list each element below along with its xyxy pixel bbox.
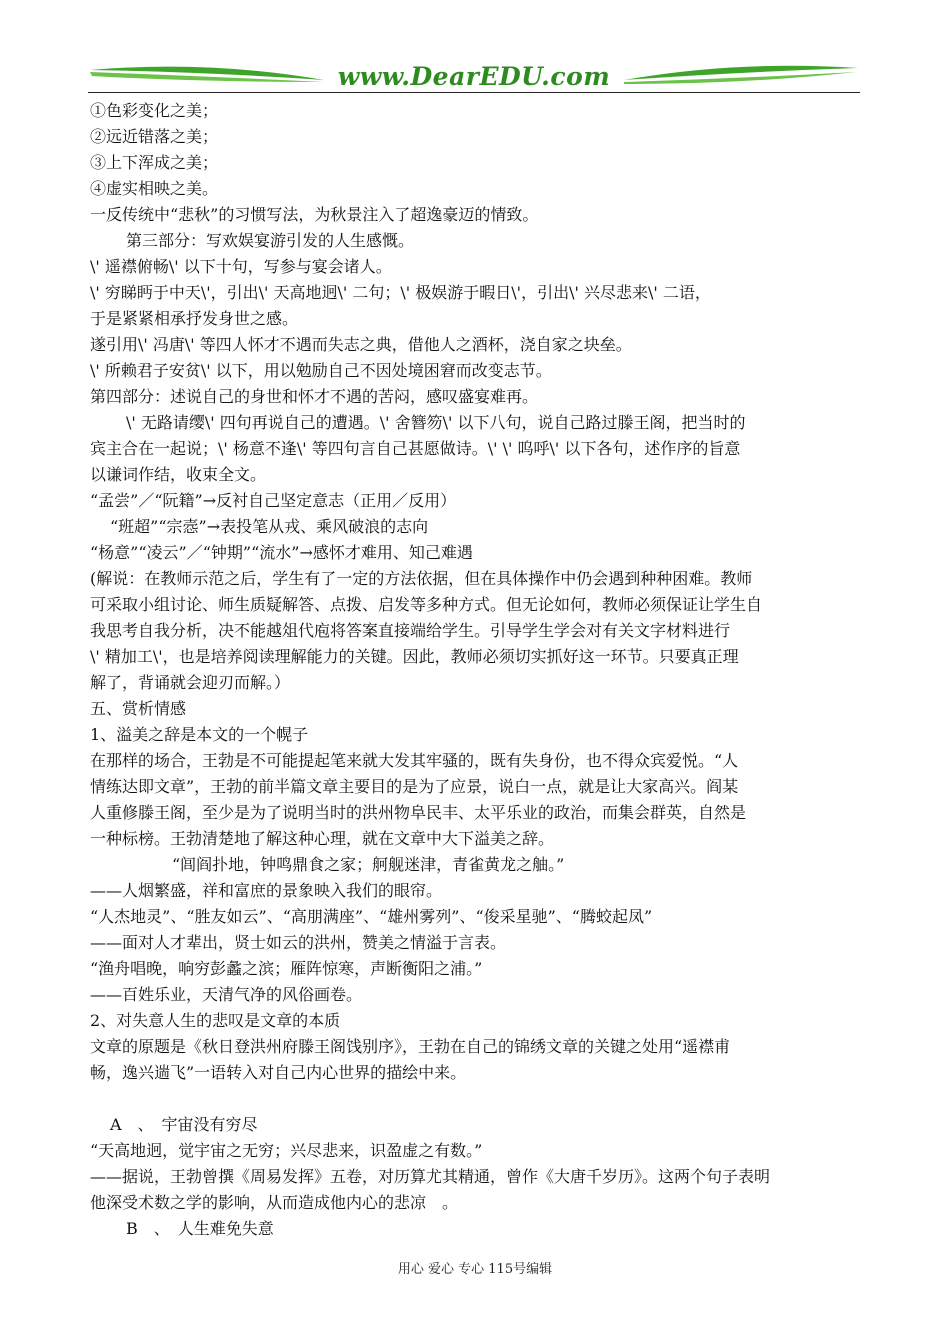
text-line: 一种标榜。王勃清楚地了解这种心理，就在文章中大下溢美之辞。 xyxy=(90,829,555,848)
document-body xyxy=(90,98,860,1242)
header-rule xyxy=(88,92,860,93)
text-line: ①色彩变化之美； xyxy=(90,101,219,120)
text-line: 于是紧紧相承抒发身世之感。 xyxy=(90,309,299,328)
text-line: ②远近错落之美； xyxy=(90,127,219,146)
text-line: 可采取小组讨论、师生质疑解答、点拨、启发等多种方式。但无论如何，教师必须保证让学生自 xyxy=(90,595,763,614)
text-line: 人重修滕王阁，至少是为了说明当时的洪州物阜民丰、太平乐业的政治，而集会群英，自然是 xyxy=(90,803,747,822)
text-line: “孟尝”／“阮籍”→反衬自己坚定意志（正用／反用） xyxy=(90,491,457,510)
section-heading: 第四部分：述说自己的身世和怀才不遇的苦闷，感叹盛宴难再。 xyxy=(90,387,539,406)
subsection-heading: 1、溢美之辞是本文的一个幌子 xyxy=(90,725,309,744)
text-line: 在那样的场合，王勃是不可能提起笔来就大发其牢骚的，既有失身份，也不得众宾爱悦。“人 xyxy=(90,751,739,770)
text-line: \' 精加工\'，也是培养阅读理解能力的关键。因此，教师必须切实抓好这一环节。只要真正理 xyxy=(90,647,739,666)
text-line: ——人烟繁盛，祥和富庶的景象映入我们的眼帘。 xyxy=(90,881,443,900)
text-line: 畅，逸兴遄飞”一语转入对自己内心世界的描绘中来。 xyxy=(90,1063,467,1082)
subsection-heading: A 、 宇宙没有穷尽 xyxy=(110,1115,258,1134)
text-line: “杨意”“凌云”／“钟期”“流水”→感怀才难用、知己难遇 xyxy=(90,543,473,562)
subsection-heading: 2、对失意人生的悲叹是文章的本质 xyxy=(90,1011,341,1030)
text-line: 一反传统中“悲秋”的习惯写法，为秋景注入了超逸豪迈的情致。 xyxy=(90,205,539,224)
text-line: 以谦词作结，收束全文。 xyxy=(90,465,267,484)
section-heading: 五、赏析情感 xyxy=(90,699,187,718)
text-line: 遂引用\' 冯唐\' 等四人怀才不遇而失志之典，借他人之酒杯，浇自家之块垒。 xyxy=(90,335,632,354)
text-line: ④虚实相映之美。 xyxy=(90,179,219,198)
text-line: ③上下浑成之美； xyxy=(90,153,219,172)
text-line: ——百姓乐业，天清气净的风俗画卷。 xyxy=(90,985,363,1004)
quote-line: “人杰地灵”、“胜友如云”、“高朋满座”、“雄州雾列”、“俊采星驰”、“腾蛟起凤” xyxy=(90,907,653,926)
page-footer: 用心 爱心 专心 115号编辑 xyxy=(397,1262,553,1277)
header-banner xyxy=(88,58,860,94)
quote-line: “渔舟唱晚，响穷彭蠡之滨；雁阵惊寒，声断衡阳之浦。” xyxy=(90,959,483,978)
text-line: \' 穷睇眄于中天\'，引出\' 天高地迥\' 二句；\' 极娱游于暇日\'，引出\' 兴尽悲来\' 二语， xyxy=(90,283,711,302)
section-heading: 第三部分：写欢娱宴游引发的人生感慨。 xyxy=(126,231,415,250)
subsection-heading: B 、 人生难免失意 xyxy=(126,1219,274,1238)
text-line: \' 所赖君子安贫\' 以下，用以勉励自己不因处境困窘而改变志节。 xyxy=(90,361,552,380)
text-line: 我思考自我分析，决不能越俎代庖将答案直接端给学生。引导学生学会对有关文字材料进行 xyxy=(90,621,731,640)
text-line: “班超”“宗悫”→表投笔从戎、乘风破浪的志向 xyxy=(110,517,429,536)
text-line: (解说：在教师示范之后，学生有了一定的方法依据，但在具体操作中仍会遇到种种困难。教师 xyxy=(90,569,753,588)
blank-line xyxy=(90,1086,860,1112)
text-line: \' 遥襟俯畅\' 以下十句，写参与宴会诸人。 xyxy=(90,257,392,276)
text-line: 他深受术数之学的影响，从而造成他内心的悲凉 。 xyxy=(90,1193,459,1212)
quote-line: “天高地迥，觉宇宙之无穷；兴尽悲来，识盈虚之有数。” xyxy=(90,1141,483,1160)
text-line: ——据说，王勃曾撰《周易发挥》五卷，对历算尤其精通，曾作《大唐千岁历》。这两个句子表明 xyxy=(90,1167,771,1186)
site-logo: www.DearEDU.com xyxy=(337,62,611,91)
quote-line: “闾阎扑地，钟鸣鼎食之家；舸舰迷津，青雀黄龙之舳。” xyxy=(172,855,565,874)
text-line: 文章的原题是《秋日登洪州府滕王阁饯别序》，王勃在自己的锦绣文章的关键之处用“遥襟甫 xyxy=(90,1037,731,1056)
text-line: \' 无路请缨\' 四句再说自己的遭遇。\' 舍簪笏\' 以下八句，说自己路过滕王阁，把当时的 xyxy=(126,413,746,432)
text-line: 解了，背诵就会迎刃而解。） xyxy=(90,673,291,692)
text-line: 宾主合在一起说；\' 杨意不逢\' 等四句言自己甚愿做诗。\' \' 呜呼\' 以下各句，述作序的旨意 xyxy=(90,439,741,458)
text-line: ——面对人才辈出，贤士如云的洪州，赞美之情溢于言表。 xyxy=(90,933,507,952)
text-line: 情练达即文章”，王勃的前半篇文章主要目的是为了应景，说白一点，就是让大家高兴。阎某 xyxy=(90,777,739,796)
